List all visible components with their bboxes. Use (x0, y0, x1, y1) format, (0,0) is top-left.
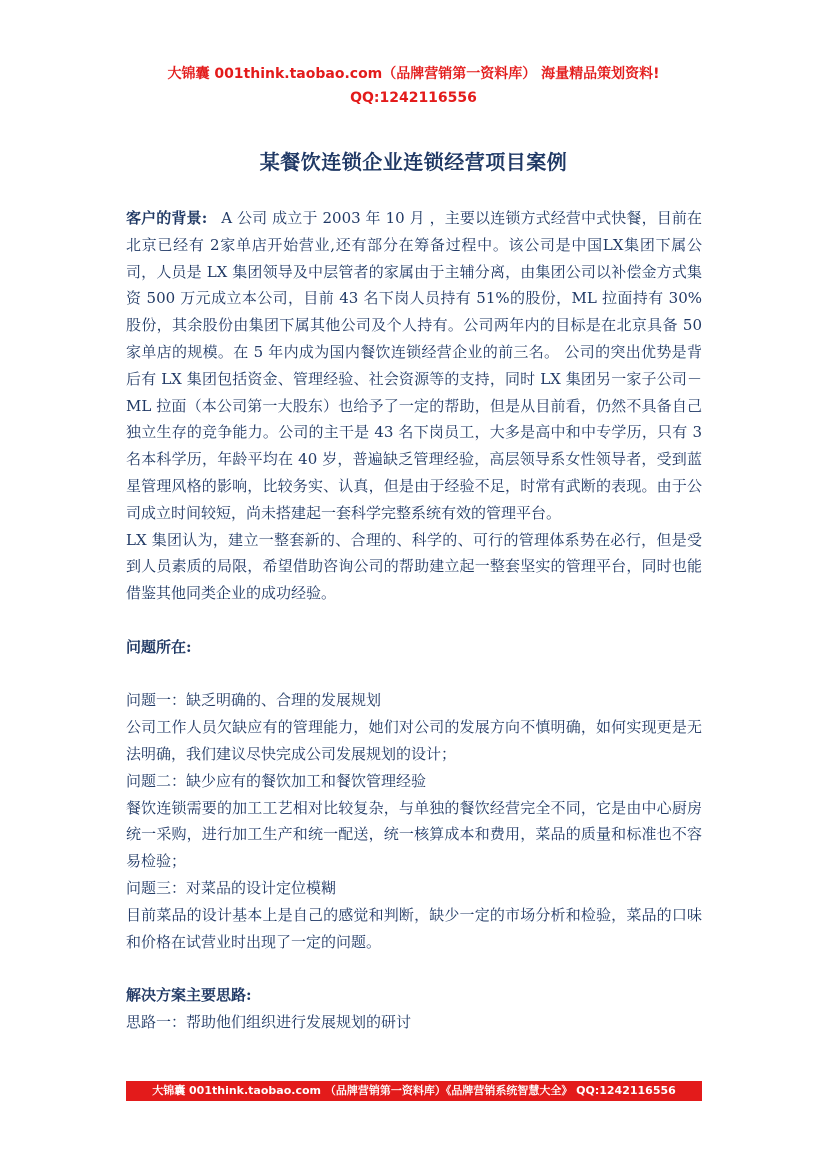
background-paragraph (126, 205, 702, 527)
problems-heading: 问题所在: (126, 637, 192, 656)
header-qq-line: QQ:1242116556 (350, 90, 477, 106)
problem-2-title: 问题二：缺少应有的餐饮加工和餐饮管理经验 (126, 771, 427, 790)
problem-1-title: 问题一：缺乏明确的、合理的发展规划 (126, 691, 382, 710)
document-title: 某餐饮连锁企业连锁经营项目案例 (259, 150, 568, 174)
problem-3-title: 问题三：对菜品的设计定位模糊 (126, 878, 337, 897)
background-paragraph-2: LX 集团认为，建立一整套新的、合理的、科学的、可行的管理体系势在必行，但是受到人员素质的局限，希望借助咨询公司的帮助建立起一整套坚实的管理平台，同时也能借鉴其他同类企业的成功经验。 (126, 530, 702, 603)
spacer (126, 955, 702, 982)
page-footer-banner: 大锦囊 001think.taobao.com （品牌营销第一资料库）《品牌营销系统智慧大全》 QQ:1242116556 (126, 1081, 702, 1101)
header-promo-line: 大锦囊 001think.taobao.com（品牌营销第一资料库） 海量精品策划资料! (167, 66, 660, 82)
page-header (0, 62, 827, 110)
spacer (126, 607, 702, 634)
problem-1-body: 公司工作人员欠缺应有的管理能力，她们对公司的发展方向不慎明确，如何实现更是无法明确，我们建议尽快完成公司发展规划的设计； (126, 718, 702, 763)
problem-2-body: 餐饮连锁需要的加工工艺相对比较复杂，与单独的餐饮经营完全不同，它是由中心厨房统一采购，进行加工生产和统一配送，统一核算成本和费用，菜品的质量和标准也不容易检验； (126, 798, 702, 871)
solutions-heading: 解决方案主要思路: (126, 986, 252, 1005)
spacer (126, 661, 702, 688)
problem-3-body: 目前菜品的设计基本上是自己的感觉和判断，缺少一定的市场分析和检验，菜品的口味和价格在试营业时出现了一定的问题。 (126, 905, 702, 951)
solution-1: 思路一：帮助他们组织进行发展规划的研讨 (126, 1012, 412, 1031)
background-label: 客户的背景: (126, 209, 208, 227)
document-body (126, 205, 702, 1036)
background-text: A 公司 成立于 2003 年 10 月 ，主要以连锁方式经营中式快餐，目前在北京已经有 2家单店开始营业,还有部分在筹备过程中。该公司是中国LX集团下属公司，人员是 LX 集团领导及中层管者的家属由于主辅分离，由集团公司以补偿金方式集资 500 万元成立本公司，目前 43 名下岗人员持有 51%的股份，ML 拉面持有 30%股份，其余股份由集团下属其他公司及个人持有。公司两年内的目标是在北京具备 50 家单店的规模。在 5 年内成为国内餐饮连锁经营企业的前三名。 公司的突出优势是背后有 LX 集团包括资金、管理经验、社会资源等的支持，同时 LX 集团另一家子公司－ ML 拉面（本公司第一大股东）也给予了一定的帮助，但是从目前看，仍然不具备自己独立生存的竞争能力。公司的主干是 43 名下岗员工，大多是高中和中专学历，只有 3 名本科学历，年龄平均在 40 岁，普遍缺乏管理经验，高层领导系女性领导者，受到蓝星管理风格的影响，比较务实、认真，但是由于经验不足，时常有武断的表现。由于公司成立时间较短，尚未搭建起一套科学完整系统有效的管理平台。 (126, 209, 702, 522)
